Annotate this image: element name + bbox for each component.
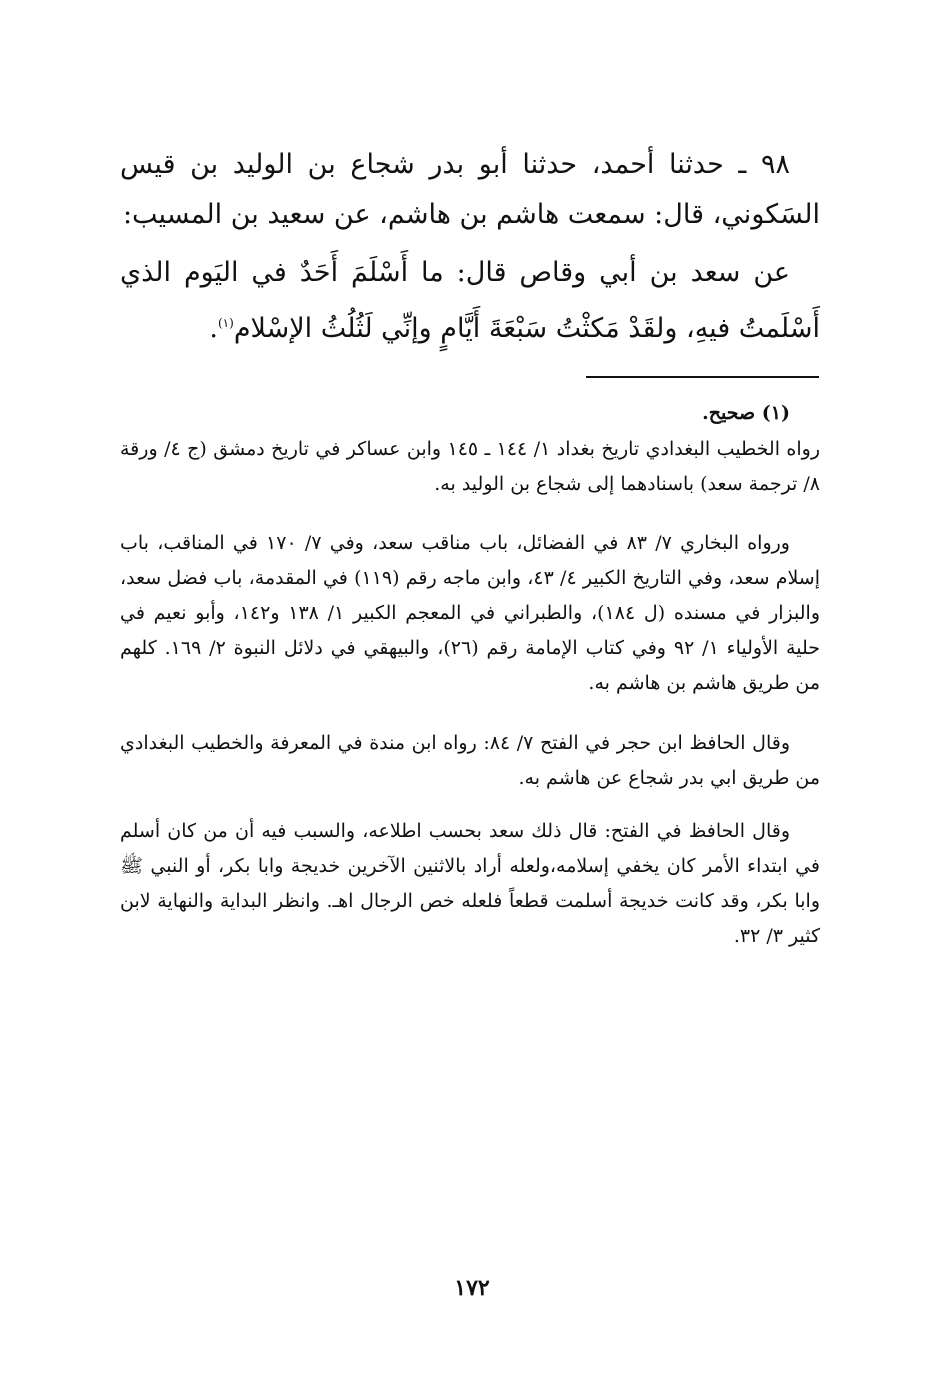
hadith-matn-block <box>120 248 820 354</box>
footnote-heading-block <box>120 396 820 431</box>
footnote-paragraph-3: وقال الحافظ ابن حجر في الفتح ٧/ ٨٤: رواه ابن مندة في المعرفة والخطيب البغدادي من طريق ابي بدر شجاع عن هاشم به. <box>120 732 820 789</box>
hadith-matn: عن سعد بن أبي وقاص قال: ما أَسْلَمَ أَحَدٌ في اليَوم الذي أَسْلَمتُ فيهِ، ولقَدْ مَكثْتُ سَبْعَةَ أَيَّامٍ وإنِّي لَثُلُثُ الإسْلام <box>120 257 820 344</box>
footnote-paragraph-2-block <box>120 526 820 701</box>
footnote-separator <box>586 376 819 378</box>
hadith-matn-paragraph: عن سعد بن أبي وقاص قال: ما أَسْلَمَ أَحَدٌ في اليَوم الذي أَسْلَمتُ فيهِ، ولقَدْ مَكثْتُ سَبْعَةَ أَيَّامٍ وإنِّي لَثُلُثُ الإسْلام$^{(١)}$. <box>120 257 820 344</box>
footnote-paragraph-3-block <box>120 726 820 796</box>
footnote-heading: (١) صحيح. <box>702 402 790 424</box>
hadith-isnad: ٩٨ ـ حدثنا أحمد، حدثنا أبو بدر شجاع بن الوليد بن قيس السَكوني، قال: سمعت هاشم بن هاشم، عن سعيد بن المسيب: <box>120 149 820 230</box>
footnote-paragraph-2: ورواه البخاري ٧/ ٨٣ في الفضائل، باب مناقب سعد، وفي ٧/ ١٧٠ في المناقب، باب إسلام سعد، وفي التاريخ الكبير ٤/ ٤٣، وابن ماجه رقم (١١٩) في المقدمة، باب فضل سعد، والبزار في مسنده (ل ١٨٤)، والطبراني في المعجم الكبير ١/ ١٣٨ و١٤٢، وأبو نعيم في حلية الأولياء ١/ ٩٢ وفي كتاب الإمامة رقم (٢٦)، والبيهقي في دلائل النبوة ٢/ ١٦٩. كلهم من طريق هاشم بن هاشم به. <box>120 532 821 694</box>
footnote-paragraph-4: وقال الحافظ في الفتح: قال ذلك سعد بحسب اطلاعه، والسبب فيه أن من كان أسلم في ابتداء الأمر كان يخفي إسلامه،ولعله أراد بالاثنين الآخرين خديجة وابا بكر، أو النبي ﷺ وابا بكر، وقد كانت خديجة أسلمت قطعاً فلعله خص الرجال اهـ. وانظر البداية والنهاية لابن كثير ٣/ ٣٢. <box>120 820 820 947</box>
hadith-isnad-block <box>120 140 820 240</box>
footnote-reference: (١) <box>217 316 234 330</box>
footnote-paragraph-4-block <box>120 814 820 954</box>
footnote-paragraph-1: رواه الخطيب البغدادي تاريخ بغداد ١/ ١٤٤ ـ ١٤٥ وابن عساكر في تاريخ دمشق (ج ٤/ ورقة ٨/ ترجمة سعد) باسنادهما إلى شجاع بن الوليد به. <box>120 438 821 495</box>
footnote-paragraph-1-block <box>120 432 820 502</box>
page-number: ١٧٢ <box>454 1275 490 1301</box>
